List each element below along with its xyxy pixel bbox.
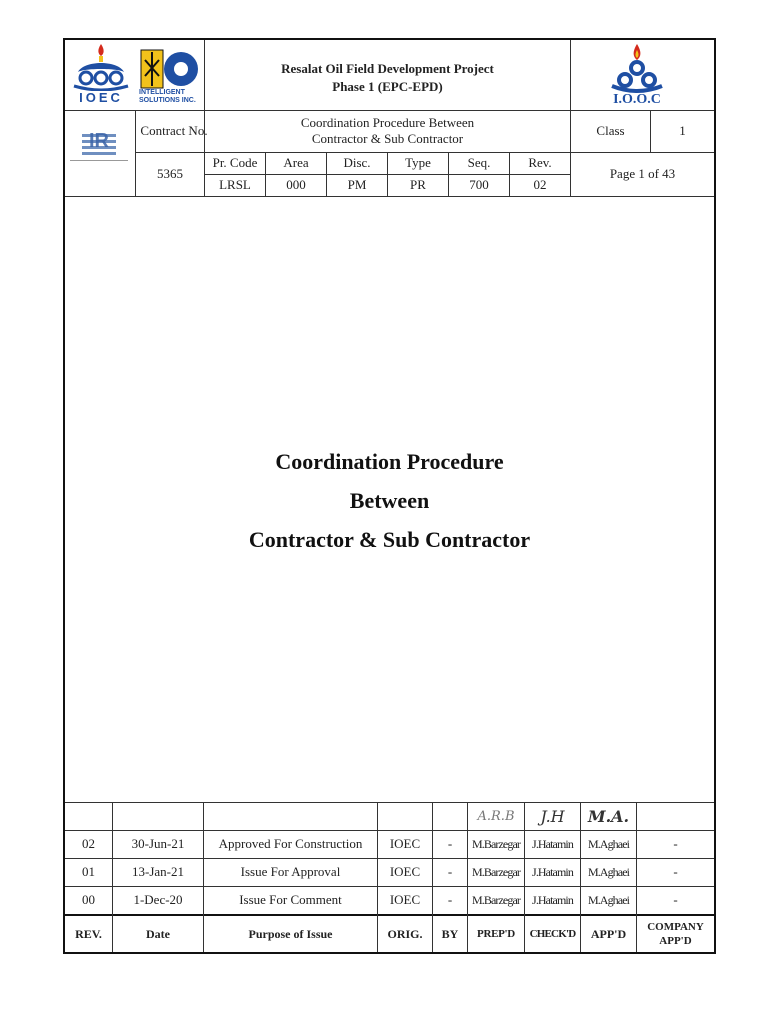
header-date: Date [146,927,170,941]
row-company: - [673,836,678,851]
header-purpose: Purpose of Issue [248,927,333,941]
row-purpose: Issue For Approval [240,864,341,879]
row-prepd: M.Barzegar [472,865,520,879]
contract-number: 5365 [157,166,183,181]
signature-approved: M.A. [587,806,630,826]
code-value-rev: 02 [533,177,547,192]
main-title-line1: Coordination Procedure [275,449,504,474]
row-purpose: Issue For Comment [239,892,342,907]
doc-title-line2: Contractor & Sub Contractor [311,131,464,146]
row-date: 30-Jun-21 [131,836,185,851]
row-checkd: J.Hatamin [532,893,573,907]
iooc-logo [604,42,670,108]
code-value-area: 000 [286,177,306,192]
row-date: 1-Dec-20 [133,892,183,907]
row-orig: IOEC [389,836,421,851]
row-checkd: J.Hatamin [532,865,573,879]
header-prepd: PREP'D [477,928,515,940]
code-value-seq: 700 [469,177,489,192]
class-label: Class [596,123,625,138]
ioec-logo [68,42,134,106]
ioec-logo-text: IOEC [79,90,123,105]
is-logo-line1: INTELLIGENT [139,89,185,96]
row-company: - [673,892,678,907]
row-prepd: M.Barzegar [472,837,520,851]
divider [65,196,714,197]
project-phase: Phase 1 (EPC-EPD) [332,78,443,94]
signature-prepared: A.R.B [477,808,515,824]
iooc-logo-text: I.O.O.C [613,92,661,107]
header-company: COMPANY APP'D [647,921,704,947]
code-header-type: Type [405,155,431,170]
code-header-area: Area [283,155,309,170]
doc-title-line1: Coordination Procedure Between [300,115,475,130]
row-orig: IOEC [389,864,421,879]
main-title-line2: Between [349,488,430,513]
row-purpose: Approved For Construction [218,836,363,851]
header-appd: APP'D [590,927,627,941]
code-header-rev: Rev. [528,155,552,170]
row-rev: 02 [82,836,95,851]
intelligent-solutions-logo [137,46,203,108]
header-checkd: CHECK'D [529,928,576,940]
ir-logo [68,128,130,164]
contract-label: Contract No. [140,123,208,138]
is-logo-line2: SOLUTIONS INC. [139,97,196,104]
code-header-pr-code: Pr. Code [212,155,258,170]
row-company: - [673,864,678,879]
code-header-seq: Seq. [467,155,491,170]
row-checkd: J.Hatamin [532,837,573,851]
class-value: 1 [679,123,686,138]
signature-checked: J.H [540,806,565,826]
row-rev: 01 [82,864,95,879]
code-value-pr-code: LRSL [219,177,251,192]
is-emblem-icon [137,46,203,92]
header-by: BY [441,927,459,941]
row-by: - [447,864,453,879]
row-by: - [447,892,453,907]
row-prepd: M.Barzegar [472,893,520,907]
row-appd: M.Aghaei [587,893,630,907]
row-appd: M.Aghaei [587,837,630,851]
ir-logo-text: IR [89,130,109,152]
main-title-line3: Contractor & Sub Contractor [248,527,531,552]
row-appd: M.Aghaei [587,865,630,879]
page-info: Page 1 of 43 [609,166,676,181]
project-title: Resalat Oil Field Development Project [281,60,494,76]
header-orig: ORIG. [387,927,423,941]
code-value-type: PR [410,177,426,192]
iooc-emblem-icon [604,42,670,94]
row-rev: 00 [82,892,95,907]
row-by: - [447,836,453,851]
row-date: 13-Jan-21 [132,864,184,879]
header-rev: REV. [75,927,102,941]
row-orig: IOEC [389,892,421,907]
code-value-disc: PM [347,177,367,192]
code-header-disc: Disc. [343,155,371,170]
